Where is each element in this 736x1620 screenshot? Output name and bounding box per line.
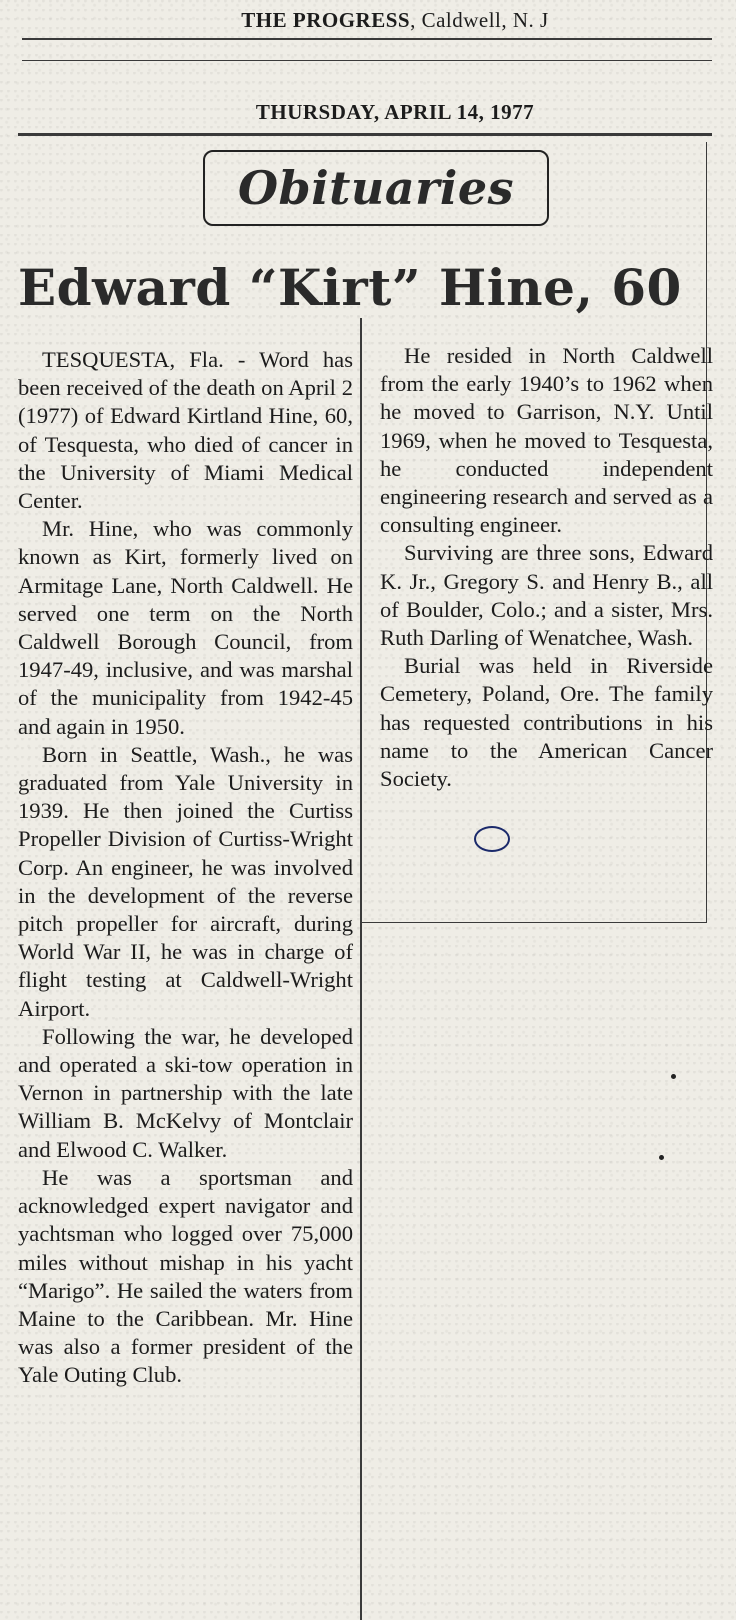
- right-column: [380, 342, 713, 793]
- section-title: Obituaries: [237, 161, 515, 215]
- masthead-rule-top: [22, 38, 712, 40]
- issue-date: THURSDAY, APRIL 14, 1977: [255, 100, 535, 124]
- paragraph: He was a sportsman and acknowledged expert navigator and yachtsman who logged over 75,000 miles without mishap in his yacht “Marigo”. He sailed the waters from Maine to the Caribbean. Mr. Hine was also a former president of the Yale Outing Club.: [18, 1164, 353, 1388]
- column-divider: [360, 318, 362, 1620]
- paragraph: Following the war, he developed and operated a ski-tow operation in Vernon in partnership with the late William B. McKelvy of Montclair and Elwood C. Walker.: [18, 1023, 353, 1162]
- headline: Edward “Kirt” Hine, 60: [18, 258, 682, 317]
- masthead: [180, 8, 610, 48]
- paragraph: He resided in North Caldwell from the early 1940’s to 1962 when he moved to Garrison, N.Y. Until 1969, when he moved to Tesquesta, he conducted independent engineering research and served as a consulting engineer.: [380, 343, 713, 538]
- ink-dot: [671, 1074, 676, 1079]
- section-banner: [203, 150, 549, 226]
- paragraph: Born in Seattle, Wash., he was graduated from Yale University in 1939. He then joined the Curtiss Propeller Division of Curtiss-Wright Corp. An engineer, he was involved in the development of the reverse pitch propeller for aircraft, during World War II, he was in charge of flight testing at Caldwell-Wright Airport.: [18, 741, 353, 1021]
- publication-name: THE PROGRESS: [241, 8, 411, 32]
- paragraph: TESQUESTA, Fla. - Word has been received of the death on April 2 (1977) of Edward Kirtland Hine, 60, of Tesquesta, who died of cancer in the University of Miami Medical Center.: [18, 347, 353, 514]
- paragraph: Mr. Hine, who was commonly known as Kirt, formerly lived on Armitage Lane, North Caldwell. He served one term on the North Caldwell Borough Council, from 1947-49, inclusive, and was marshal of the municipality from 1942-45 and again in 1950.: [18, 516, 353, 739]
- paragraph: Burial was held in Riverside Cemetery, Poland, Ore. The family has requested contributions in his name to the American Cancer Society.: [380, 653, 713, 792]
- ink-circle-mark: [474, 826, 510, 852]
- paragraph: Surviving are three sons, Edward K. Jr., Gregory S. and Henry B., all of Boulder, Colo.; and a sister, Mrs. Ruth Darling of Wenatchee, Wash.: [380, 540, 713, 651]
- date-rule: [18, 133, 712, 136]
- masthead-rule-bottom: [22, 60, 712, 61]
- ink-dot: [659, 1155, 664, 1160]
- publication-location: , Caldwell, N. J: [410, 8, 549, 32]
- left-column: [18, 346, 353, 1390]
- right-column-bottom-rule: [362, 922, 707, 923]
